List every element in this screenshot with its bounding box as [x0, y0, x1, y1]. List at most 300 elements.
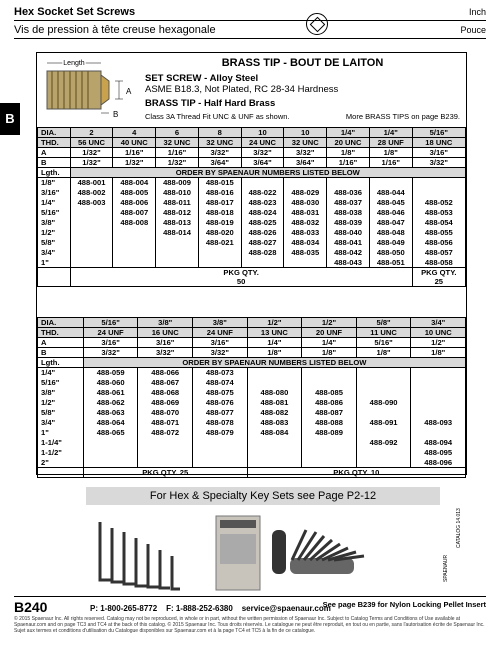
part-number-cell: 488-017: [198, 198, 241, 208]
pkg-qty-main: [70, 268, 412, 287]
dia-row-cell: 5/16": [412, 128, 465, 138]
part-number-cell: [83, 448, 138, 458]
part-number-cell: [284, 178, 327, 188]
length-cell: 5/8": [38, 408, 84, 418]
section-tab: B: [0, 103, 20, 135]
table-row: [38, 258, 466, 268]
part-number-cell: [70, 218, 113, 228]
part-number-cell: 488-032: [284, 218, 327, 228]
length-cell: 5/16": [38, 208, 71, 218]
table-row: [38, 368, 466, 378]
part-number-cell: 488-038: [327, 208, 370, 218]
table-row: [38, 238, 466, 248]
part-number-cell: [193, 438, 248, 448]
part-number-cell: 488-026: [241, 228, 284, 238]
part-number-cell: [356, 408, 411, 418]
part-number-cell: 488-018: [198, 208, 241, 218]
dia-row-cell: 10: [241, 128, 284, 138]
phone-label: P:: [90, 604, 98, 613]
part-number-cell: [198, 258, 241, 268]
part-number-cell: 488-089: [302, 428, 357, 438]
part-number-cell: 488-023: [241, 198, 284, 208]
dim-a-row-cell: 3/32": [241, 148, 284, 158]
dia-row-cell: 6: [156, 128, 199, 138]
part-number-cell: 488-034: [284, 238, 327, 248]
hex-key-set-photo: [90, 510, 210, 594]
thread-row-cell: 24 UNF: [83, 328, 138, 338]
part-number-cell: [156, 258, 199, 268]
table-row: [38, 448, 466, 458]
part-number-cell: [241, 258, 284, 268]
material-line: SET SCREW - Alloy Steel: [145, 73, 259, 84]
order-row: [38, 168, 466, 178]
dim-a-label: A: [126, 87, 132, 96]
part-number-cell: [156, 238, 199, 248]
phone-number[interactable]: 1-800-265-8772: [100, 604, 158, 613]
pkg-qty-label: PKG QTY.: [223, 268, 259, 277]
dim-b-row-cell: 1/16": [369, 158, 412, 168]
part-number-cell: 488-065: [83, 428, 138, 438]
part-number-cell: 488-082: [247, 408, 302, 418]
length-cell: 1/2": [38, 228, 71, 238]
pkg-qty-value: 50: [236, 277, 246, 286]
part-number-cell: 488-087: [302, 408, 357, 418]
pkg-qty-value: 25: [434, 277, 444, 286]
table-row: [38, 438, 466, 448]
thread-row-cell: 28 UNF: [369, 138, 412, 148]
dim-b-row-cell: 3/64": [284, 158, 327, 168]
part-number-cell: 488-069: [138, 398, 193, 408]
fax-number: 1-888-252-6380: [175, 604, 233, 613]
table-row: [38, 378, 466, 388]
part-number-cell: 488-043: [327, 258, 370, 268]
part-number-cell: [411, 388, 466, 398]
part-number-cell: [356, 428, 411, 438]
part-number-cell: [411, 378, 466, 388]
part-number-cell: 488-039: [327, 218, 370, 228]
dim-b-row-cell: 1/32": [156, 158, 199, 168]
spec-line: ASME B18.3, Not Plated, RC 28-34 Hardness: [145, 84, 339, 95]
thread-row-cell: 24 UNC: [241, 138, 284, 148]
dim-b-row-cell: 3/32": [138, 348, 193, 358]
part-number-cell: 488-060: [83, 378, 138, 388]
part-number-cell: 488-086: [302, 398, 357, 408]
dim-a-row-cell: 3/16": [193, 338, 248, 348]
part-number-cell: [356, 388, 411, 398]
length-cell: 2": [38, 458, 84, 468]
part-number-cell: 488-080: [247, 388, 302, 398]
part-number-cell: 488-091: [356, 418, 411, 428]
part-number-cell: [138, 458, 193, 468]
part-number-cell: 488-083: [247, 418, 302, 428]
length-cell: 3/8": [38, 218, 71, 228]
length-cell: 3/4": [38, 418, 84, 428]
table-row: [38, 458, 466, 468]
thread-row-cell: 20 UNC: [327, 138, 370, 148]
vertical-brand: SPAENAUR: [443, 554, 449, 582]
part-number-cell: 488-011: [156, 198, 199, 208]
part-number-cell: 488-046: [369, 208, 412, 218]
product-panel: [36, 52, 467, 475]
pkg-qty-row: [38, 468, 466, 478]
part-number-cell: 488-037: [327, 198, 370, 208]
dim-a-row-cell: 1/2": [411, 338, 466, 348]
dim-a-row-cell: 3/16": [412, 148, 465, 158]
dim-b-row-cell: 1/8": [302, 348, 357, 358]
part-number-cell: [411, 408, 466, 418]
pkg-qty-25: PKG QTY. 25: [83, 468, 247, 478]
part-number-cell: 488-085: [302, 388, 357, 398]
part-number-cell: [302, 458, 357, 468]
dim-b-row-cell: 1/8": [356, 348, 411, 358]
length-cell: 1/4": [38, 198, 71, 208]
dia-row: [38, 318, 466, 328]
dia-row-cell: DIA.: [38, 128, 71, 138]
table-row: [38, 208, 466, 218]
part-number-cell: 488-006: [113, 198, 156, 208]
contact-line: [90, 604, 331, 613]
length-cell: 1": [38, 428, 84, 438]
part-number-cell: 488-072: [138, 428, 193, 438]
table-row: [38, 428, 466, 438]
table-row: [38, 408, 466, 418]
dim-a-row-cell: A: [38, 338, 84, 348]
section-heading: BRASS TIP - BOUT DE LAITON: [221, 57, 384, 69]
dim-b-row: [38, 348, 466, 358]
part-number-cell: [113, 228, 156, 238]
part-number-cell: 488-074: [193, 378, 248, 388]
part-number-cell: [411, 398, 466, 408]
part-number-cell: 488-056: [412, 238, 465, 248]
dim-b-row-cell: 1/8": [247, 348, 302, 358]
part-number-cell: [70, 228, 113, 238]
dim-a-row-cell: 3/32": [198, 148, 241, 158]
part-number-cell: 488-019: [198, 218, 241, 228]
dim-b-row-cell: B: [38, 348, 84, 358]
dim-a-row-cell: 3/32": [284, 148, 327, 158]
thread-row-cell: 32 UNC: [156, 138, 199, 148]
dim-b-row-cell: 3/32": [412, 158, 465, 168]
part-number-cell: [356, 378, 411, 388]
table-row: [38, 188, 466, 198]
dim-a-row-cell: 1/8": [327, 148, 370, 158]
order-label: ORDER BY SPAENAUR NUMBERS LISTED BELOW: [83, 358, 465, 368]
size-table-2: [37, 317, 466, 478]
length-heading: Lgth.: [38, 168, 71, 178]
part-number-cell: [70, 208, 113, 218]
length-cell: 5/8": [38, 238, 71, 248]
length-cell: 1/8": [38, 178, 71, 188]
part-number-cell: 488-079: [193, 428, 248, 438]
part-number-cell: [156, 248, 199, 258]
part-number-cell: [412, 188, 465, 198]
length-cell: 3/16": [38, 188, 71, 198]
thread-row-cell: 13 UNC: [247, 328, 302, 338]
dia-row-cell: DIA.: [38, 318, 84, 328]
thread-row-cell: 32 UNC: [284, 138, 327, 148]
pkg-qty-label: PKG QTY.: [421, 268, 457, 277]
pkg-qty-row: [38, 268, 466, 287]
part-number-cell: 488-076: [193, 398, 248, 408]
part-number-cell: 488-068: [138, 388, 193, 398]
intro-text: [145, 57, 460, 121]
thread-row: [38, 328, 466, 338]
part-number-cell: 488-008: [113, 218, 156, 228]
dim-a-row-cell: 1/4": [247, 338, 302, 348]
pkg-qty-last: [412, 268, 465, 287]
part-number-cell: [193, 458, 248, 468]
dim-a-row: [38, 148, 466, 158]
part-number-cell: 488-007: [113, 208, 156, 218]
part-number-cell: 488-045: [369, 198, 412, 208]
pkg-qty-10: PKG QTY. 10: [247, 468, 465, 478]
part-number-cell: 488-058: [412, 258, 465, 268]
length-cell: 3/4": [38, 248, 71, 258]
part-number-cell: 488-027: [241, 238, 284, 248]
dia-row-cell: 3/8": [193, 318, 248, 328]
part-number-cell: 488-030: [284, 198, 327, 208]
page-title: Hex Socket Set Screws: [14, 6, 136, 18]
part-number-cell: 488-028: [241, 248, 284, 258]
more-note: More BRASS TIPS on page B239.: [345, 112, 460, 121]
part-number-cell: 488-012: [156, 208, 199, 218]
part-number-cell: 488-005: [113, 188, 156, 198]
part-number-cell: [70, 258, 113, 268]
dia-row-cell: 5/16": [83, 318, 138, 328]
dim-b-row-cell: 1/32": [70, 158, 113, 168]
header-rule: [14, 20, 486, 21]
thread-row-cell: 56 UNC: [70, 138, 113, 148]
dim-a-row-cell: 1/4": [302, 338, 357, 348]
part-number-cell: 488-021: [198, 238, 241, 248]
dia-row-cell: 2: [70, 128, 113, 138]
set-screw-diagram: [43, 57, 143, 119]
part-number-cell: 488-063: [83, 408, 138, 418]
part-number-cell: 488-049: [369, 238, 412, 248]
part-number-cell: 488-025: [241, 218, 284, 228]
part-number-cell: [412, 178, 465, 188]
part-number-cell: 488-050: [369, 248, 412, 258]
part-number-cell: 488-003: [70, 198, 113, 208]
part-number-cell: [302, 378, 357, 388]
thread-row-cell: 16 UNC: [138, 328, 193, 338]
part-number-cell: 488-013: [156, 218, 199, 228]
thread-row-cell: 32 UNC: [198, 138, 241, 148]
part-number-cell: [113, 238, 156, 248]
part-number-cell: [356, 368, 411, 378]
part-number-cell: 488-044: [369, 188, 412, 198]
dia-row-cell: 5/8": [356, 318, 411, 328]
page-subtitle: Vis de pression à tête creuse hexagonale: [14, 24, 216, 36]
key-set-box-photo: [214, 510, 262, 594]
dim-b-row-cell: 1/16": [327, 158, 370, 168]
notes-line: [145, 112, 460, 121]
thread-row-cell: THD.: [38, 328, 84, 338]
dim-a-row-cell: 1/16": [156, 148, 199, 158]
thread-row-cell: 40 UNC: [113, 138, 156, 148]
part-number-cell: 488-059: [83, 368, 138, 378]
part-number-cell: 488-084: [247, 428, 302, 438]
part-number-cell: 488-090: [356, 398, 411, 408]
footer-rule: [14, 596, 486, 597]
length-cell: 5/16": [38, 378, 84, 388]
part-number-cell: 488-054: [412, 218, 465, 228]
part-number-cell: 488-094: [411, 438, 466, 448]
length-cell: 1/2": [38, 398, 84, 408]
length-heading: Lgth.: [38, 358, 84, 368]
part-number-cell: [70, 238, 113, 248]
part-number-cell: [411, 428, 466, 438]
part-number-cell: [302, 438, 357, 448]
part-number-cell: 488-042: [327, 248, 370, 258]
part-number-cell: 488-029: [284, 188, 327, 198]
part-number-cell: 488-033: [284, 228, 327, 238]
table-row: [38, 198, 466, 208]
part-number-cell: 488-077: [193, 408, 248, 418]
part-number-cell: 488-057: [412, 248, 465, 258]
part-number-cell: 488-036: [327, 188, 370, 198]
dim-b-row-cell: 3/32": [193, 348, 248, 358]
unit-en: Inch: [468, 7, 486, 17]
part-number-cell: [113, 258, 156, 268]
part-number-cell: [247, 368, 302, 378]
thread-note: Class 3A Thread Fit UNC & UNF as shown.: [145, 112, 290, 121]
vertical-catalog-code: CATALOG 14.013: [456, 508, 462, 548]
part-number-cell: 488-020: [198, 228, 241, 238]
part-number-cell: 488-073: [193, 368, 248, 378]
part-number-cell: [284, 258, 327, 268]
dia-row-cell: 10: [284, 128, 327, 138]
part-number-cell: [138, 448, 193, 458]
part-number-cell: 488-001: [70, 178, 113, 188]
intro-section: [37, 53, 466, 127]
length-cell: 1-1/2": [38, 448, 84, 458]
dim-b-row-cell: 3/64": [241, 158, 284, 168]
part-number-cell: 488-051: [369, 258, 412, 268]
part-number-cell: 488-024: [241, 208, 284, 218]
dia-row-cell: 1/4": [369, 128, 412, 138]
length-cell: 1": [38, 258, 71, 268]
part-number-cell: [83, 458, 138, 468]
part-number-cell: [247, 378, 302, 388]
dim-b-row-cell: 1/8": [411, 348, 466, 358]
unit-fr: Pouce: [460, 25, 486, 35]
dim-b-row-cell: 3/32": [83, 348, 138, 358]
thread-row-cell: 20 UNF: [302, 328, 357, 338]
table-row: [38, 418, 466, 428]
order-label: ORDER BY SPAENAUR NUMBERS LISTED BELOW: [70, 168, 465, 178]
part-number-cell: [302, 448, 357, 458]
part-number-cell: 488-095: [411, 448, 466, 458]
size-table-1: [37, 127, 466, 287]
length-label: Length: [63, 60, 85, 67]
part-number-cell: [247, 458, 302, 468]
length-cell: 3/8": [38, 388, 84, 398]
part-number-cell: 488-064: [83, 418, 138, 428]
page-number: B240: [14, 599, 48, 615]
part-number-cell: 488-041: [327, 238, 370, 248]
dim-b-row: [38, 158, 466, 168]
dia-row-cell: 1/4": [327, 128, 370, 138]
folding-key-set-photo: [266, 510, 386, 594]
dim-b-row-cell: 1/32": [113, 158, 156, 168]
dia-row-cell: 3/8": [138, 318, 193, 328]
dim-b-row-cell: B: [38, 158, 71, 168]
thread-row-cell: 11 UNC: [356, 328, 411, 338]
thread-row-cell: THD.: [38, 138, 71, 148]
key-sets-banner: For Hex & Specialty Key Sets see Page P2-12: [86, 487, 440, 505]
part-number-cell: [411, 368, 466, 378]
dia-row: [38, 128, 466, 138]
part-number-cell: 488-031: [284, 208, 327, 218]
part-number-cell: 488-071: [138, 418, 193, 428]
part-number-cell: 488-070: [138, 408, 193, 418]
part-number-cell: [247, 448, 302, 458]
part-number-cell: 488-014: [156, 228, 199, 238]
pkg-spacer: [38, 468, 84, 478]
part-number-cell: 488-061: [83, 388, 138, 398]
part-number-cell: 488-081: [247, 398, 302, 408]
part-number-cell: 488-052: [412, 198, 465, 208]
part-number-cell: 488-066: [138, 368, 193, 378]
length-cell: 1/4": [38, 368, 84, 378]
part-number-cell: [369, 178, 412, 188]
part-number-cell: [356, 458, 411, 468]
part-number-cell: 488-022: [241, 188, 284, 198]
part-number-cell: [241, 178, 284, 188]
part-number-cell: [247, 438, 302, 448]
dia-row-cell: 3/4": [411, 318, 466, 328]
part-number-cell: [70, 248, 113, 258]
dim-b-label: B: [113, 110, 119, 119]
dim-a-row-cell: 5/16": [356, 338, 411, 348]
nylon-insert-note: See page B239 for Nylon Locking Pellet Insert: [322, 600, 486, 609]
part-number-cell: 488-067: [138, 378, 193, 388]
dia-row-cell: 4: [113, 128, 156, 138]
dim-a-row: [38, 338, 466, 348]
dim-a-row-cell: 3/16": [83, 338, 138, 348]
part-number-cell: [83, 438, 138, 448]
part-number-cell: [198, 248, 241, 258]
part-number-cell: [138, 438, 193, 448]
email-link[interactable]: service@spaenaur.com: [241, 604, 331, 613]
dim-b-row-cell: 3/64": [198, 158, 241, 168]
part-number-cell: 488-047: [369, 218, 412, 228]
table-row: [38, 388, 466, 398]
part-number-cell: 488-004: [113, 178, 156, 188]
tip-line: BRASS TIP - Half Hard Brass: [145, 98, 276, 109]
table-row: [38, 248, 466, 258]
part-number-cell: 488-015: [198, 178, 241, 188]
copyright-text: © 2015 Spaenaur Inc. All rights reserved. Catalog may not be reproduced, in whole or in part, without the written permission of Spaenaur Inc. Subject to Catalog Terms and Conditions of Use available at Spaenaur.com and on page TC3 and TC4 at the back of this catalog. © 2015 Spaenaur Inc. Tous droits réservés. Le catalogue ne peut être reproduit, en tout ou en partie, sans l'autorisation écrite de Spaenaur Inc. Sujet aux termes et conditions d'utilisation du Catalogue disponibles sur Spaenaur.com et à la page TC4 et TC5 à la fin de ce catalogue.: [14, 616, 485, 634]
part-number-cell: 488-009: [156, 178, 199, 188]
dia-row-cell: 1/2": [302, 318, 357, 328]
part-number-cell: 488-093: [411, 418, 466, 428]
table-row: [38, 218, 466, 228]
dim-a-row-cell: 1/16": [113, 148, 156, 158]
fax-label: F:: [166, 604, 174, 613]
part-number-cell: 488-096: [411, 458, 466, 468]
dia-row-cell: 8: [198, 128, 241, 138]
dim-a-row-cell: A: [38, 148, 71, 158]
thread-row-cell: 10 UNC: [411, 328, 466, 338]
part-number-cell: 488-010: [156, 188, 199, 198]
part-number-cell: 488-035: [284, 248, 327, 258]
part-number-cell: [356, 448, 411, 458]
length-cell: 1-1/4": [38, 438, 84, 448]
thread-row-cell: 18 UNC: [412, 138, 465, 148]
part-number-cell: 488-055: [412, 228, 465, 238]
